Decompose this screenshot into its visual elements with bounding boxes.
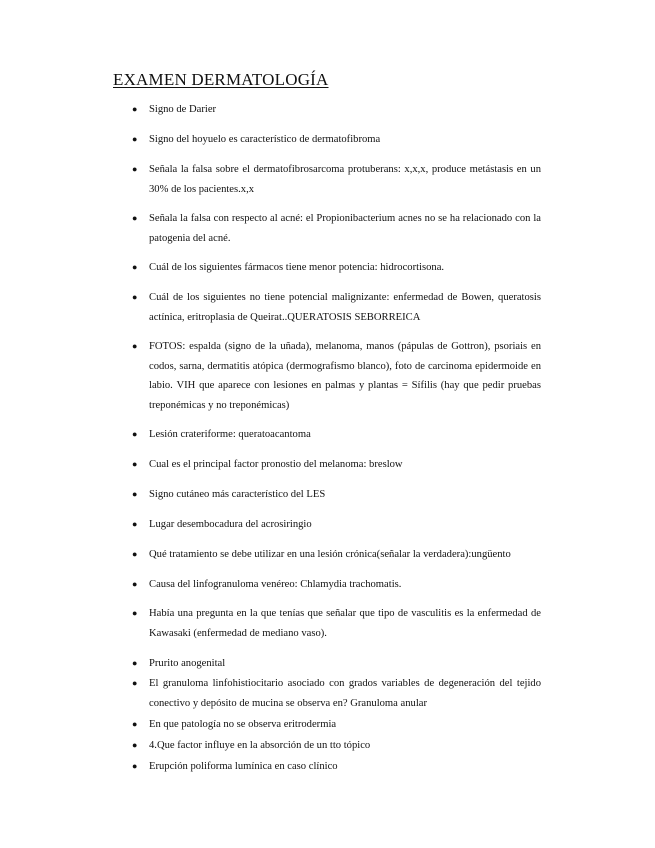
document-title: EXAMEN DERMATOLOGÍA <box>113 70 329 89</box>
bullet-icon: ● <box>132 519 138 529</box>
list-item-text: Signo del hoyuelo es característico de dermatofibroma <box>149 134 381 145</box>
list-item <box>132 288 541 327</box>
list-item <box>132 604 541 643</box>
bullet-icon: ● <box>132 164 138 174</box>
list-item-text: Cual es el principal factor pronostio del melanoma: breslow <box>149 459 403 470</box>
list-item-text: Señala la falsa sobre el dermatofibrosarcoma protuberans: x,x,x, produce metástasis en un 30% de los pacientes.x,x <box>149 164 541 195</box>
list-item-text: Prurito anogenital <box>149 658 226 669</box>
list-item-text: Causa del linfogranuloma venéreo: Chlamydia trachomatis. <box>149 579 402 590</box>
list-item-text: Erupción poliforma lumínica en caso clínico <box>149 761 338 772</box>
list-item-text: En que patología no se observa eritrodermia <box>149 719 337 730</box>
list-item-text: Qué tratamiento se debe utilizar en una lesión crónica(señalar la verdadera):ungüento <box>149 549 511 560</box>
list-item <box>132 209 541 248</box>
bullet-icon: ● <box>132 579 138 589</box>
bullet-icon: ● <box>132 489 138 499</box>
list-item <box>132 100 541 120</box>
list-item <box>132 337 541 415</box>
list-item-text: Lesión crateriforme: queratoacantoma <box>149 429 311 440</box>
list-item-text: 4.Que factor influye en la absorción de un tto tópico <box>149 740 371 751</box>
list-item-text: Señala la falsa con respecto al acné: el Propionibacterium acnes no se ha relacionado con la patogenia del acné. <box>149 213 541 244</box>
list-item <box>132 545 541 565</box>
list-item-text: El granuloma linfohistiocitario asociado con grados variables de degeneración del tejido conectivo y depósito de mucina se observa en? Granuloma anular <box>149 678 541 709</box>
list-item <box>132 715 541 735</box>
bullet-icon: ● <box>132 549 138 559</box>
bullet-icon: ● <box>132 341 138 351</box>
list-item <box>132 674 541 713</box>
bullet-icon: ● <box>132 740 138 750</box>
bullet-icon: ● <box>132 719 138 729</box>
list-item-text: Signo cutáneo más característico del LES <box>149 489 326 500</box>
list-item-text: Signo de Darier <box>149 104 217 115</box>
bullet-icon: ● <box>132 429 138 439</box>
bullet-icon: ● <box>132 761 138 771</box>
bullet-icon: ● <box>132 213 138 223</box>
list-item-text: FOTOS: espalda (signo de la uñada), melanoma, manos (pápulas de Gottron), psoriais en codos, sarna, dermatitis atópica (dermografismo blanco), foto de carcinoma epidermoide en labio. VIH que aparece con lesiones en palmas y plantas = Sífilis (hay que pedir pruebas treponémicas y no treponémicas) <box>149 341 541 411</box>
bullet-icon: ● <box>132 262 138 272</box>
list-item <box>132 455 541 475</box>
list-item <box>132 757 541 777</box>
list-item <box>132 160 541 199</box>
list-item <box>132 515 541 535</box>
bullet-icon: ● <box>132 292 138 302</box>
list-item-text: Había una pregunta en la que tenías que señalar que tipo de vasculitis es la enfermedad de Kawasaki (enfermedad de mediano vaso). <box>149 608 541 639</box>
bullet-icon: ● <box>132 678 138 688</box>
bullet-icon: ● <box>132 459 138 469</box>
list-item <box>132 130 541 150</box>
list-item <box>132 654 541 674</box>
list-item-text: Cuál de los siguientes fármacos tiene menor potencia: hidrocortisona. <box>149 262 445 273</box>
list-item <box>132 575 541 595</box>
bullet-icon: ● <box>132 134 138 144</box>
bullet-icon: ● <box>132 104 138 114</box>
list-item <box>132 425 541 445</box>
list-item <box>132 736 541 756</box>
list-item <box>132 485 541 505</box>
bullet-icon: ● <box>132 608 138 618</box>
bullet-icon: ● <box>132 658 138 668</box>
list-item-text: Cuál de los siguientes no tiene potencial malignizante: enfermedad de Bowen, queratosis actínica, eritroplasia de Queirat..QUERATOSIS SEBORREICA <box>149 292 541 323</box>
list-item <box>132 258 541 278</box>
list-item-text: Lugar desembocadura del acrosiringio <box>149 519 312 530</box>
